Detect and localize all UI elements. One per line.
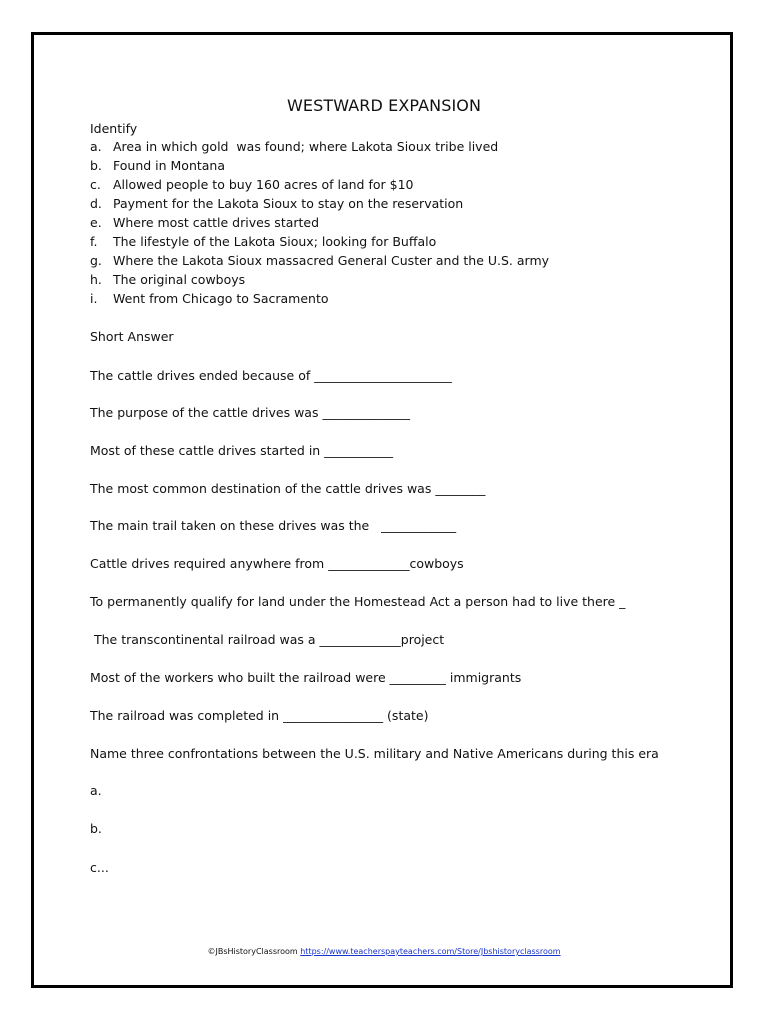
item-letter: e. [90, 215, 102, 230]
page-title: WESTWARD EXPANSION [286, 96, 482, 115]
answer-label-b: b. [90, 821, 102, 836]
item-letter: f. [90, 234, 98, 249]
short-answer-question: The most common destination of the cattle drives was ________ [90, 481, 486, 496]
answer-label-a: a. [90, 783, 102, 798]
identify-item [90, 253, 549, 269]
item-letter: d. [90, 196, 102, 211]
identify-item [90, 234, 436, 250]
item-text: Allowed people to buy 160 acres of land for $10 [113, 177, 414, 192]
identify-item [90, 272, 245, 288]
item-letter: h. [90, 272, 102, 287]
item-text: Payment for the Lakota Sioux to stay on the reservation [113, 196, 464, 211]
short-answer-question: The purpose of the cattle drives was ______________ [90, 405, 410, 420]
short-answer-question: Most of the workers who built the railroad were _________ immigrants [90, 670, 522, 685]
item-letter: i. [90, 291, 98, 306]
identify-item [90, 177, 413, 193]
item-letter: b. [90, 158, 102, 173]
short-answer-question: The railroad was completed in ________________ (state) [90, 708, 429, 723]
identify-item [90, 196, 463, 212]
footer-credit: ©JBsHistoryClassroom [207, 947, 301, 956]
item-letter: g. [90, 253, 102, 268]
identify-item [90, 291, 329, 307]
item-text: Went from Chicago to Sacramento [113, 291, 329, 306]
item-text: Where most cattle drives started [113, 215, 320, 230]
short-answer-question: The cattle drives ended because of ______________________ [90, 368, 452, 383]
item-letter: c. [90, 177, 101, 192]
item-text: Area in which gold was found; where Lakota Sioux tribe lived [113, 139, 499, 154]
item-text: Where the Lakota Sioux massacred General Custer and the U.S. army [113, 253, 550, 268]
short-answer-question: Name three confrontations between the U.S. military and Native Americans during this era [90, 746, 659, 761]
identify-heading: Identify [90, 121, 138, 136]
identify-item [90, 215, 319, 231]
item-text: Found in Montana [113, 158, 226, 173]
short-answer-question: The transcontinental railroad was a _____________project [90, 632, 445, 647]
item-text: The original cowboys [113, 272, 246, 287]
identify-item [90, 158, 225, 174]
identify-item [90, 139, 498, 155]
answer-label-c: c... [90, 860, 109, 875]
footer [0, 946, 768, 957]
short-answer-question: The main trail taken on these drives was the ____________ [90, 518, 457, 533]
store-link[interactable]: https://www.teacherspayteachers.com/Store/Jbshistoryclassroom [300, 947, 561, 956]
short-answer-question: To permanently qualify for land under the Homestead Act a person had to live there _ [90, 594, 626, 609]
short-answer-heading: Short Answer [90, 329, 174, 344]
short-answer-question: Most of these cattle drives started in ___________ [90, 443, 393, 458]
short-answer-question: Cattle drives required anywhere from _____________cowboys [90, 556, 464, 571]
item-letter: a. [90, 139, 102, 154]
item-text: The lifestyle of the Lakota Sioux; looking for Buffalo [113, 234, 437, 249]
page-border [31, 32, 733, 988]
